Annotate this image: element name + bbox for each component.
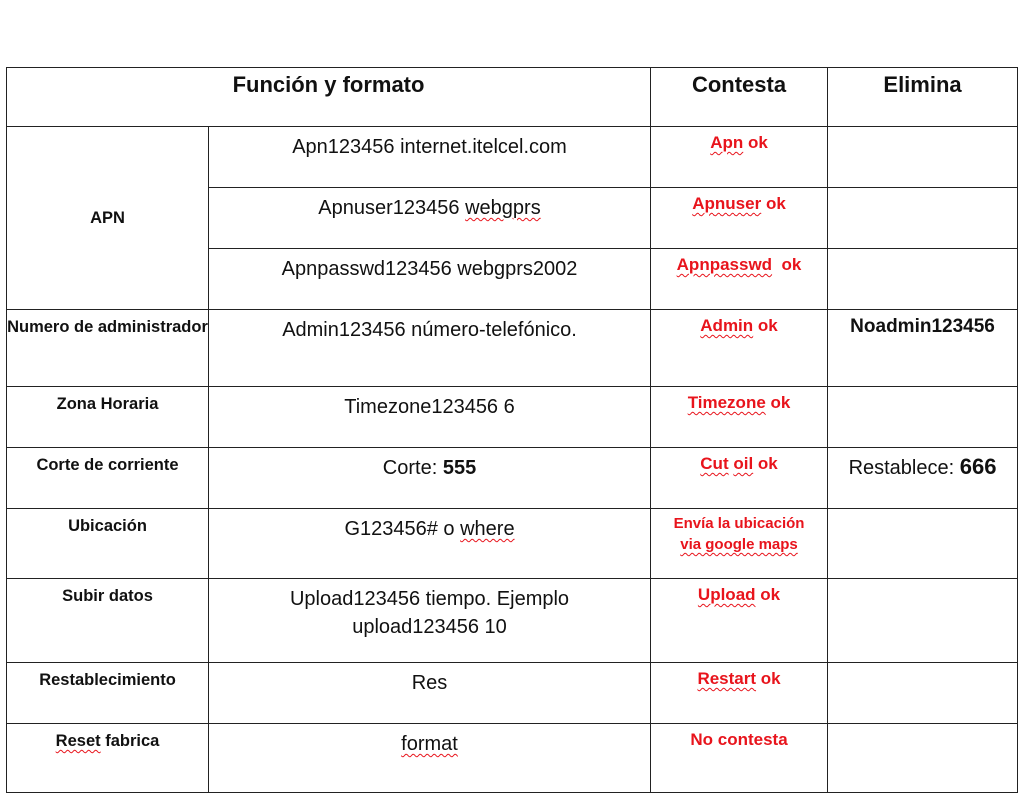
function-wavy: format	[401, 733, 458, 755]
table-row	[7, 448, 1018, 509]
table-row	[7, 579, 1018, 663]
response-cell: No contesta	[651, 724, 828, 793]
response-word: Admin	[700, 316, 754, 335]
response-line-2: via google maps	[680, 536, 798, 553]
function-cell	[209, 448, 651, 509]
delete-cell	[828, 188, 1018, 249]
response-cell	[651, 188, 828, 249]
response-cell	[651, 127, 828, 188]
function-cell: Res	[209, 663, 651, 724]
delete-cell: Noadmin123456	[828, 310, 1018, 387]
response-cell	[651, 448, 828, 509]
response-rest: ok	[756, 669, 781, 688]
response-rest: ok	[753, 454, 778, 473]
delete-cell	[828, 663, 1018, 724]
delete-cell	[828, 127, 1018, 188]
label-timezone: Zona Horaria	[7, 387, 209, 448]
delete-cell	[828, 579, 1018, 663]
function-cell: Timezone123456 6	[209, 387, 651, 448]
function-line-1: Upload123456 tiempo. Ejemplo	[289, 588, 570, 610]
delete-cell	[828, 509, 1018, 579]
delete-cell	[828, 448, 1018, 509]
label-power-cut: Corte de corriente	[7, 448, 209, 509]
function-cell	[209, 724, 651, 793]
delete-cell	[828, 724, 1018, 793]
response-rest: ok	[765, 393, 791, 412]
function-cell	[209, 188, 651, 249]
response-word: Timezone	[687, 393, 766, 412]
response-cell	[651, 249, 828, 310]
response-word: Upload	[697, 585, 756, 604]
response-rest: ok	[743, 133, 768, 152]
response-cell	[651, 387, 828, 448]
response-cell	[651, 663, 828, 724]
label-factory-reset	[7, 724, 209, 793]
table-row	[7, 663, 1018, 724]
function-cell: Apnpasswd123456 webgprs2002	[209, 249, 651, 310]
label-wavy: Reset	[55, 732, 101, 750]
command-table	[6, 67, 1018, 793]
function-prefix: G123456# o	[344, 518, 461, 540]
response-rest: ok	[755, 585, 781, 604]
table-row	[7, 127, 1018, 188]
table-row	[7, 509, 1018, 579]
response-cell	[651, 579, 828, 663]
function-wavy: where	[460, 518, 515, 540]
response-word: Apnuser	[692, 194, 762, 213]
label-upload-data: Subir datos	[7, 579, 209, 663]
label-rest: fabrica	[100, 732, 160, 750]
delete-cell	[828, 387, 1018, 448]
response-word: Apnpasswd	[676, 255, 773, 274]
function-cell	[209, 509, 651, 579]
response-cell	[651, 310, 828, 387]
response-rest: ok	[753, 316, 778, 335]
header-function-format: Función y formato	[7, 68, 651, 127]
delete-prefix: Restablece:	[848, 457, 960, 479]
function-cell: Admin123456 número-telefónico.	[209, 310, 651, 387]
response-line-1: Envía la ubicación	[673, 515, 805, 532]
response-word: Cut	[700, 454, 729, 473]
function-bold: 555	[442, 457, 477, 479]
function-wavy: webgprs	[465, 197, 541, 219]
response-word-2: oil	[733, 454, 754, 473]
table-row	[7, 724, 1018, 793]
delete-bold: 666	[959, 454, 997, 479]
function-cell	[209, 579, 651, 663]
label-admin-number: Numero de administrador	[7, 310, 209, 387]
table-row	[7, 387, 1018, 448]
response-rest: ok	[761, 194, 786, 213]
function-prefix: Apnuser123456	[318, 197, 466, 219]
function-prefix: Corte:	[382, 457, 443, 479]
function-line-2: upload123456 10	[352, 616, 507, 638]
delete-cell	[828, 249, 1018, 310]
function-cell: Apn123456 internet.itelcel.com	[209, 127, 651, 188]
header-row	[7, 68, 1018, 127]
label-restart: Restablecimiento	[7, 663, 209, 724]
response-word: Restart	[697, 669, 757, 688]
header-delete: Elimina	[828, 68, 1018, 127]
header-response: Contesta	[651, 68, 828, 127]
table-row	[7, 310, 1018, 387]
label-location: Ubicación	[7, 509, 209, 579]
response-cell	[651, 509, 828, 579]
response-rest: ok	[772, 255, 802, 274]
response-word: Apn	[710, 133, 744, 152]
label-apn: APN	[7, 127, 209, 310]
